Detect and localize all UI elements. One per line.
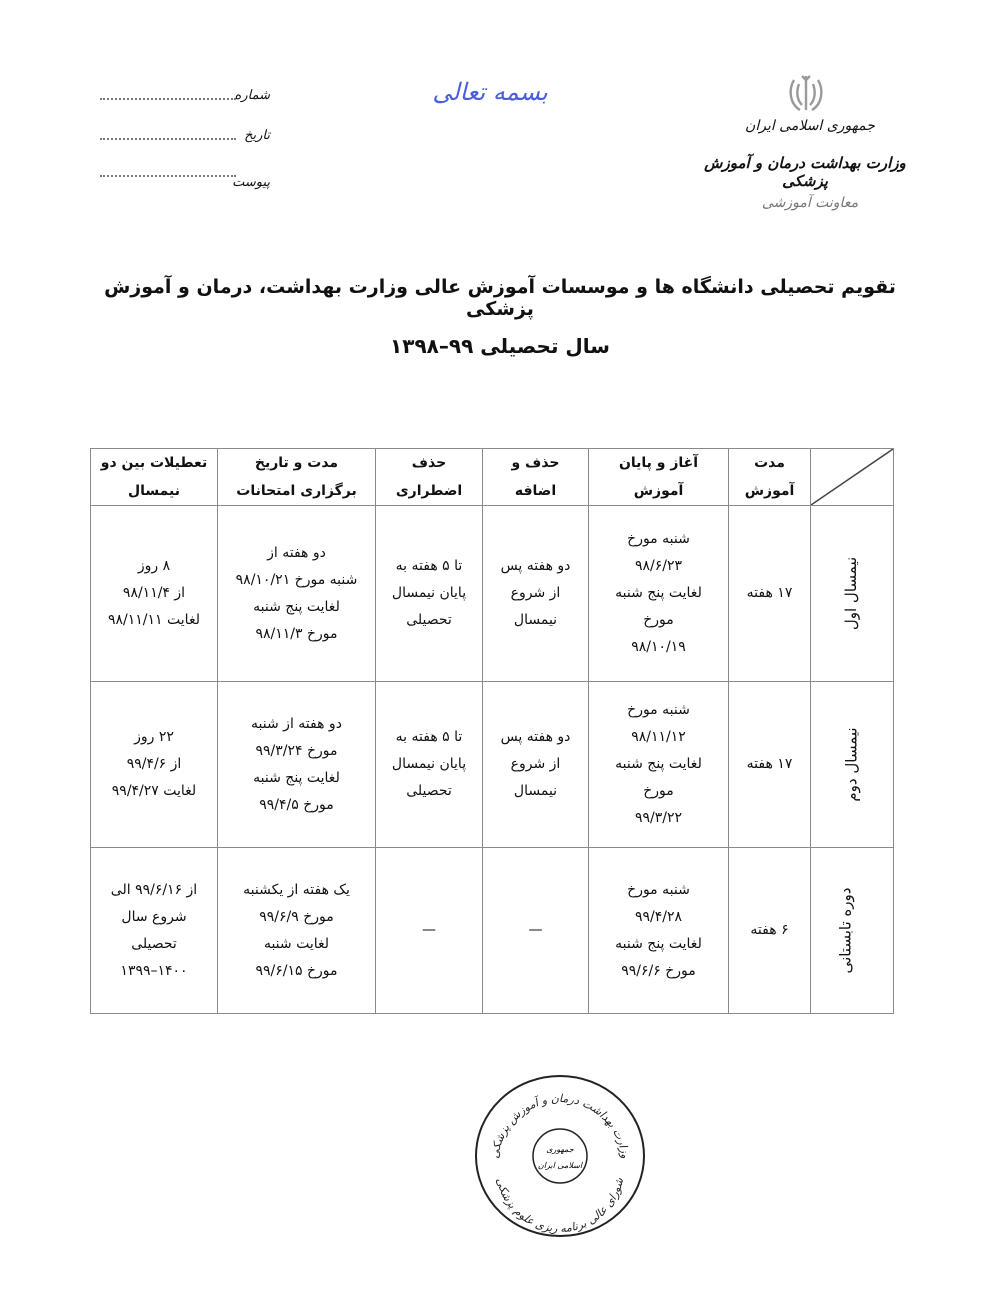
table-row xyxy=(91,682,894,848)
cell-line: لغایت پنج شنبه xyxy=(253,769,340,786)
cell-duration xyxy=(729,682,811,848)
header-add-drop-line: حذف و xyxy=(511,455,560,471)
cell-line: لغایت شنبه xyxy=(263,935,330,952)
bismillah-heading: بسمه تعالی xyxy=(432,78,548,106)
iran-emblem-icon xyxy=(786,72,826,116)
cell-line: یک هفته از یکشنبه xyxy=(243,881,350,898)
document-title: تقویم تحصیلی دانشگاه ها و موسسات آموزش عالی وزارت بهداشت، درمان و آموزش پزشکی xyxy=(104,276,896,320)
cell-line: ۱۴۰۰–۱۳۹۹ xyxy=(120,962,188,979)
header-break-line: تعطیلات بین دو xyxy=(100,455,208,471)
header-emergency-drop xyxy=(376,449,483,506)
cell-exams xyxy=(218,848,376,1014)
cell-emergency-drop xyxy=(376,682,483,848)
corner-cell xyxy=(811,449,894,506)
header-exams-line: مدت و تاریخ xyxy=(254,455,339,471)
cell-start-end xyxy=(589,682,729,848)
cell-duration xyxy=(729,506,811,682)
cell-line: ۹۸/۶/۲۳ xyxy=(634,558,683,574)
cell-line: پایان نیمسال xyxy=(391,756,467,772)
cell-line: مورخ ۹۹/۶/۶ xyxy=(621,962,696,979)
date-dots xyxy=(100,128,236,140)
cell-line: نیمسال xyxy=(513,612,558,628)
date-label: تاریخ xyxy=(244,128,270,143)
org-line-republic: جمهوری اسلامی ایران xyxy=(745,118,875,134)
seal-inner-line: جمهوری xyxy=(546,1145,574,1154)
cell-line: نیمسال xyxy=(513,783,558,799)
cell-start-end xyxy=(589,506,729,682)
cell-line: از ۹۸/۱۱/۴ xyxy=(122,585,186,601)
term-label: دوره تابستانی xyxy=(836,887,855,973)
cell-line: تحصیلی xyxy=(406,612,452,628)
cell-line: — xyxy=(422,922,436,938)
attachment-dots xyxy=(100,165,236,177)
diagonal-line xyxy=(811,449,893,505)
cell-line: تحصیلی xyxy=(131,935,177,952)
cell-line: تحصیلی xyxy=(406,783,452,799)
official-seal-stamp xyxy=(472,1072,648,1240)
cell-line: لغایت ۹۸/۱۱/۱۱ xyxy=(108,612,200,628)
academic-year: سال تحصیلی ۹۹–۱۳۹۸ xyxy=(390,334,610,358)
cell-line: لغایت پنج شنبه xyxy=(253,598,340,615)
cell-line: مورخ xyxy=(643,783,674,799)
number-label: شماره xyxy=(234,88,270,103)
header-exams xyxy=(218,449,376,506)
cell-duration xyxy=(729,848,811,1014)
header-exams-line: برگزاری امتحانات xyxy=(236,483,357,499)
header-break xyxy=(91,449,218,506)
seal-inner-line: اسلامی ایران xyxy=(537,1161,583,1170)
cell-emergency-drop xyxy=(376,506,483,682)
cell-line: شروع سال xyxy=(121,908,187,925)
cell-line: شنبه مورخ ۹۸/۱۰/۲۱ xyxy=(235,571,358,588)
org-line-deputy: معاونت آموزشی xyxy=(761,195,859,211)
academic-calendar-table xyxy=(90,448,894,1014)
cell-value: ۱۷ هفته xyxy=(746,756,793,772)
cell-line: مورخ xyxy=(643,612,674,628)
cell-line: از شروع xyxy=(510,756,561,772)
cell-line: مورخ ۹۹/۶/۹ xyxy=(259,908,334,925)
cell-start-end xyxy=(589,848,729,1014)
cell-break xyxy=(91,506,218,682)
org-line-ministry: وزارت بهداشت درمان و آموزش پزشکی xyxy=(704,154,906,190)
table-row xyxy=(91,506,894,682)
header-duration xyxy=(729,449,811,506)
header-start-end-line: آموزش xyxy=(633,483,684,499)
cell-line: مورخ ۹۸/۱۱/۳ xyxy=(255,625,338,642)
cell-exams xyxy=(218,506,376,682)
cell-line: تا ۵ هفته به xyxy=(395,729,463,745)
header-start-end-line: آغاز و پایان xyxy=(618,455,699,471)
attachment-field xyxy=(100,165,270,195)
row-term-cell xyxy=(811,848,894,1014)
cell-line: ۹۹/۳/۲۲ xyxy=(634,810,683,826)
cell-line: دو هفته از xyxy=(267,544,326,561)
cell-line: ۸ روز xyxy=(137,558,171,574)
cell-line: لغایت پنج شنبه xyxy=(615,935,702,952)
term-label: نیمسال دوم xyxy=(842,726,861,802)
cell-line: شنبه مورخ xyxy=(627,702,690,718)
cell-emergency-drop xyxy=(376,848,483,1014)
cell-add-drop xyxy=(483,682,589,848)
header-start-end xyxy=(589,449,729,506)
header-add-drop xyxy=(483,449,589,506)
cell-line: ۹۸/۱۰/۱۹ xyxy=(631,639,686,655)
row-term-cell xyxy=(811,506,894,682)
table-row xyxy=(91,848,894,1014)
cell-line: از شروع xyxy=(510,585,561,601)
cell-break xyxy=(91,682,218,848)
term-label: نیمسال اول xyxy=(842,556,861,630)
cell-line: از ۹۹/۴/۶ xyxy=(126,756,182,772)
cell-line: ۹۸/۱۱/۱۲ xyxy=(631,729,686,745)
header-emergency-drop-line: اضطراری xyxy=(395,483,463,499)
cell-add-drop xyxy=(483,506,589,682)
cell-line: شنبه مورخ xyxy=(627,531,690,547)
date-field xyxy=(100,128,270,158)
cell-line: لغایت پنج شنبه xyxy=(615,585,702,601)
cell-line: دو هفته پس xyxy=(500,558,571,574)
cell-line: مورخ ۹۹/۳/۲۴ xyxy=(255,742,338,759)
number-field xyxy=(100,88,270,118)
seal-text-bottom: شورای عالی برنامه ریزی علوم پزشکی xyxy=(493,1176,627,1236)
cell-add-drop xyxy=(483,848,589,1014)
attachment-label: پیوست xyxy=(232,175,270,190)
header-duration-line: مدت xyxy=(754,455,785,471)
header-row xyxy=(91,449,894,506)
header-break-line: نیمسال xyxy=(127,483,180,499)
cell-line: ۲۲ روز xyxy=(134,729,174,745)
cell-line: لغایت ۹۹/۴/۲۷ xyxy=(111,783,197,799)
header-add-drop-line: اضافه xyxy=(514,483,557,499)
header-emergency-drop-line: حذف xyxy=(411,455,447,471)
cell-value: ۶ هفته xyxy=(750,922,789,938)
cell-line: از ۹۹/۶/۱۶ الی xyxy=(110,881,198,898)
cell-line: — xyxy=(528,922,543,938)
cell-line: ۹۹/۴/۲۸ xyxy=(634,908,683,925)
cell-line: مورخ ۹۹/۶/۱۵ xyxy=(255,962,338,979)
cell-line: تا ۵ هفته به xyxy=(395,558,463,574)
header-duration-line: آموزش xyxy=(744,483,795,499)
cell-line: مورخ ۹۹/۴/۵ xyxy=(259,796,334,813)
cell-line: پایان نیمسال xyxy=(391,585,467,601)
cell-exams xyxy=(218,682,376,848)
cell-line: شنبه مورخ xyxy=(627,881,690,898)
cell-line: لغایت پنج شنبه xyxy=(615,756,702,772)
cell-value: ۱۷ هفته xyxy=(746,585,793,601)
cell-line: دو هفته از شنبه xyxy=(251,715,342,732)
number-dots xyxy=(100,88,236,100)
seal-text-top: وزارت بهداشت درمان و آموزش پزشکی xyxy=(488,1091,632,1160)
seal-inner-ring xyxy=(533,1129,587,1183)
cell-break xyxy=(91,848,218,1014)
row-term-cell xyxy=(811,682,894,848)
cell-line: دو هفته پس xyxy=(500,729,571,745)
